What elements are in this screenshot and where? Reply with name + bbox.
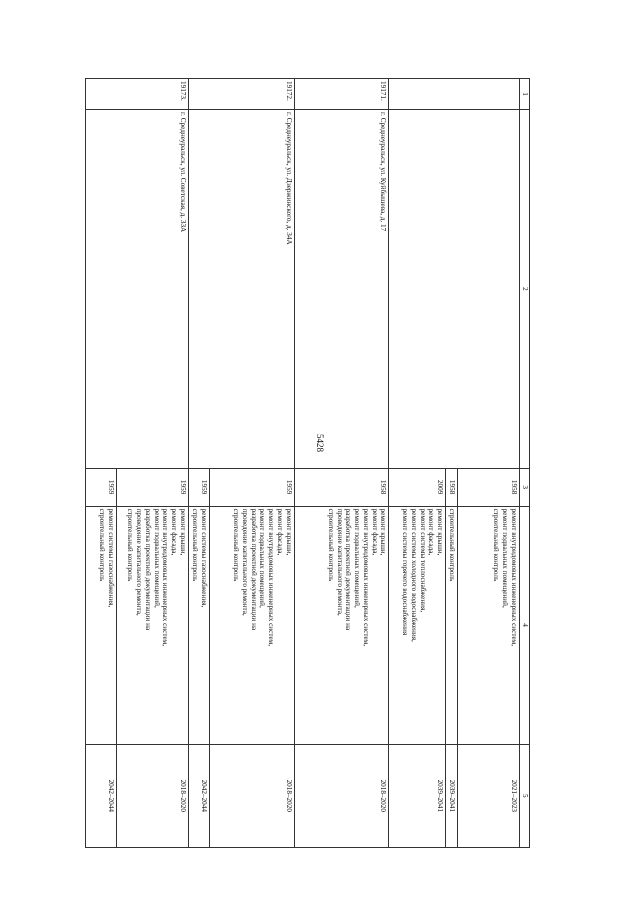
address-cell: г. Среднеуральск, ул. Дзержинского, д. 34А — [189, 110, 295, 469]
table-body — [86, 79, 520, 848]
work-item: ремонт подвальных помещений, — [258, 508, 267, 608]
work-item: ремонт системы горячего водоснабжения — [400, 508, 409, 636]
table-row — [458, 79, 520, 848]
header-col-5: 5 — [520, 744, 530, 847]
work-item: строительный контроль — [126, 508, 135, 582]
work-item: проведение капитального ремонта, — [240, 508, 249, 616]
work-item: ремонт внутридомовых инженерных систем, — [361, 508, 370, 647]
work-item: ремонт внутридомовых инженерных систем, — [161, 508, 170, 647]
year-cell: 1958 — [458, 468, 520, 506]
period-cell: 2021–2023 — [458, 744, 520, 847]
address-cell: г. Среднеуральск, ул. Куйбышева, д. 17 — [294, 110, 389, 469]
work-item: ремонт подвальных помещений, — [501, 508, 510, 608]
row-number-cell: 19173. — [86, 79, 189, 110]
header-col-3: 3 — [520, 468, 530, 506]
work-item: ремонт фасада, — [427, 508, 436, 556]
work-item: ремонт системы холодного водоснабжения, — [409, 508, 418, 642]
work-item: ремонт крыши, — [436, 508, 445, 556]
works-cell — [116, 506, 188, 744]
work-item: ремонт фасада, — [275, 508, 284, 556]
year-cell: 1959 — [116, 468, 188, 506]
work-item: ремонт подвальных помещений, — [353, 508, 362, 608]
header-col-4: 4 — [520, 506, 530, 744]
year-cell: 1959 — [210, 468, 294, 506]
work-item: ремонт системы теплоснабжения, — [418, 508, 427, 613]
period-cell: 2039–2041 — [389, 744, 446, 847]
row-number-cell: 19172. — [189, 79, 295, 110]
work-item: строительный контроль — [98, 508, 107, 582]
work-item: ремонт внутридомовых инженерных систем, — [510, 508, 518, 647]
work-item: ремонт фасада, — [170, 508, 179, 556]
work-item: ремонт крыши, — [179, 508, 188, 556]
works-cell — [189, 506, 210, 744]
work-item: строительный контроль — [232, 508, 240, 582]
work-item: строительный контроль — [326, 508, 335, 582]
period-cell: 2042–2044 — [189, 744, 210, 847]
row-number-cell: 19171. — [294, 79, 389, 110]
period-cell: 2018–2020 — [116, 744, 188, 847]
year-cell: 1959 — [86, 468, 117, 506]
table-row — [210, 79, 294, 848]
work-item: разработка проектной документации на — [143, 508, 152, 631]
work-item: строительный контроль — [448, 508, 457, 582]
work-item: строительный контроль — [191, 508, 200, 582]
work-item: ремонт подвальных помещений, — [152, 508, 161, 608]
work-item: проведение капитального ремонта, — [335, 508, 344, 616]
works-cell — [294, 506, 389, 744]
work-item: ремонт внутридомовых инженерных систем, — [267, 508, 276, 647]
repair-schedule-table — [85, 78, 530, 848]
work-item: ремонт крыши, — [284, 508, 293, 556]
table-row — [294, 79, 389, 848]
work-item: проведение капитального ремонта, — [135, 508, 144, 616]
header-col-2: 2 — [520, 110, 530, 469]
table-header — [520, 79, 530, 848]
period-cell: 2042–2044 — [86, 744, 117, 847]
header-col-1: 1 — [520, 79, 530, 110]
works-cell — [86, 506, 117, 744]
period-cell: 2018–2020 — [294, 744, 389, 847]
work-item: ремонт крыши, — [379, 508, 388, 556]
header-row — [520, 79, 530, 848]
table-row — [116, 79, 188, 848]
period-cell: 2039–2041 — [446, 744, 458, 847]
works-cell — [210, 506, 294, 744]
page-number-text: 5428 — [315, 434, 325, 452]
work-item: ремонт фасада, — [370, 508, 379, 556]
address-cell — [389, 110, 520, 469]
works-cell — [458, 506, 520, 744]
year-cell: 1958 — [294, 468, 389, 506]
work-item: ремонт системы газоснабжения, — [106, 508, 115, 608]
year-cell: 1959 — [189, 468, 210, 506]
works-cell — [446, 506, 458, 744]
work-item: строительный контроль — [492, 508, 501, 582]
row-number-cell — [389, 79, 520, 110]
address-cell: г. Среднеуральск, ул. Советская, д. 33А — [86, 110, 189, 469]
work-item: разработка проектной документации на — [249, 508, 258, 631]
work-item: разработка проектной документации на — [344, 508, 353, 631]
works-cell — [389, 506, 446, 744]
period-cell: 2018–2020 — [210, 744, 294, 847]
rotated-table-wrapper — [85, 78, 530, 848]
work-item: ремонт системы газоснабжения, — [200, 508, 209, 608]
year-cell: 1958 — [446, 468, 458, 506]
year-cell: 2009 — [389, 468, 446, 506]
